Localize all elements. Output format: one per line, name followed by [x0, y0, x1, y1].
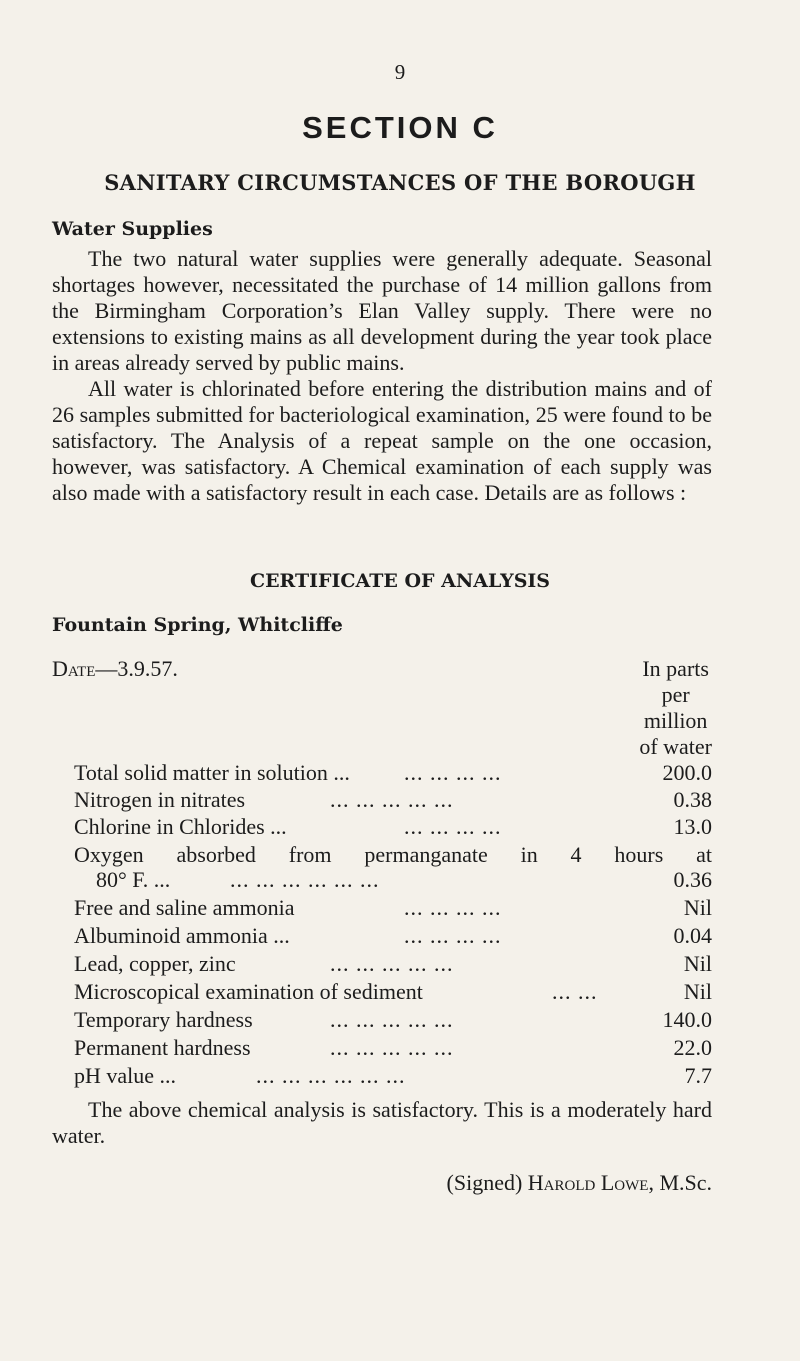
- row-leader-dots: ... ... ... ... ... ...: [256, 1063, 406, 1088]
- row-leader-dots: ... ... ... ...: [404, 760, 502, 785]
- water-supplies-paragraph-2: All water is chlorinated before entering the distribution mains and of 26 samples submitted for bacteriological examination, 25 were found to be satisfactory. The Analysis of a repeat sample on the one occasion, however, was satisfactory. A Chemical examination of each supply was also made with a satisfactory result in each case. Details are as follows :: [52, 376, 712, 505]
- units-line-1: In parts: [642, 656, 709, 681]
- analysis-row: [74, 978, 712, 1006]
- row-value: 0.38: [673, 787, 712, 812]
- row-label: Microscopical examination of sediment: [74, 979, 423, 1004]
- analysis-row: [74, 922, 712, 950]
- analysis-row: [74, 813, 712, 841]
- row-value: 0.04: [673, 923, 712, 948]
- analysis-row: [74, 1062, 712, 1090]
- signed-prefix: (Signed): [446, 1170, 523, 1195]
- row-label: Total solid matter in solution ...: [74, 760, 350, 785]
- analysis-conclusion: The above chemical analysis is satisfactory. This is a moderately hard water.: [52, 1097, 712, 1148]
- row-leader-dots: ... ... ... ... ...: [330, 1035, 454, 1060]
- row-label: Permanent hardness: [74, 1035, 251, 1060]
- date-value: —3.9.57.: [95, 656, 178, 681]
- row-value: 200.0: [662, 760, 712, 785]
- units-header: [639, 656, 712, 760]
- row-value: Nil: [683, 951, 712, 976]
- row-label: Chlorine in Chlorides ...: [74, 814, 287, 839]
- row-leader-dots: ... ... ... ...: [404, 895, 502, 920]
- analysis-row: [74, 1006, 712, 1034]
- row-label: pH value ...: [74, 1063, 177, 1088]
- date-label: Date: [52, 656, 96, 681]
- row-value: 13.0: [673, 814, 712, 839]
- water-supplies-heading: Water Supplies: [52, 218, 213, 240]
- row-leader-dots: ... ... ... ... ...: [330, 1007, 454, 1032]
- row-label: Free and saline ammonia: [74, 895, 295, 920]
- units-line-4: of water: [639, 734, 712, 759]
- row-value: 22.0: [673, 1035, 712, 1060]
- row-label: Nitrogen in nitrates: [74, 787, 246, 812]
- signature-line: [447, 1170, 712, 1196]
- row-leader-dots: ... ... ... ... ...: [330, 951, 454, 976]
- signatory-name: Harold Lowe: [527, 1170, 649, 1195]
- analysis-row: [74, 759, 712, 787]
- certificate-location: Fountain Spring, Whitcliffe: [52, 614, 343, 636]
- row-leader-dots: ... ... ... ... ...: [330, 787, 454, 812]
- units-line-2: per: [661, 682, 690, 707]
- page-number: 9: [394, 60, 406, 84]
- row-value: 0.36: [673, 867, 712, 892]
- units-line-3: million: [643, 708, 708, 733]
- row-leader-dots: ... ...: [552, 979, 598, 1004]
- analysis-row: [74, 786, 712, 814]
- row-value: 7.7: [684, 1063, 712, 1088]
- certificate-title: CERTIFICATE OF ANALYSIS: [249, 570, 551, 592]
- section-subtitle: SANITARY CIRCUMSTANCES OF THE BOROUGH: [104, 170, 696, 195]
- analysis-row: [74, 950, 712, 978]
- row-leader-dots: ... ... ... ... ... ...: [230, 867, 380, 892]
- row-label: Lead, copper, zinc: [74, 951, 236, 976]
- row-label: Albuminoid ammonia ...: [74, 923, 290, 948]
- analysis-date: [52, 656, 178, 682]
- row-value: 140.0: [662, 1007, 712, 1032]
- row-leader-dots: ... ... ... ...: [404, 814, 502, 839]
- section-title: SECTION C: [302, 110, 498, 145]
- signatory-qualification: , M.Sc.: [648, 1170, 712, 1195]
- water-supplies-paragraph-1: The two natural water supplies were generally adequate. Seasonal shortages however, necessitated the purchase of 14 million gallons from the Birmingham Corporation’s Elan Valley supply. There were no extensions to existing mains as all development during the year took place in areas already served by public mains.: [52, 246, 712, 375]
- analysis-row: [74, 1034, 712, 1062]
- oxygen-row-line-1: Oxygen absorbed from permanganate in 4 hours at: [74, 842, 712, 867]
- row-value: Nil: [683, 895, 712, 920]
- row-label: Temporary hardness: [74, 1007, 253, 1032]
- row-label: 80° F. ...: [96, 867, 171, 892]
- analysis-row: [96, 866, 712, 894]
- row-leader-dots: ... ... ... ...: [404, 923, 502, 948]
- analysis-row: [74, 894, 712, 922]
- row-value: Nil: [683, 979, 712, 1004]
